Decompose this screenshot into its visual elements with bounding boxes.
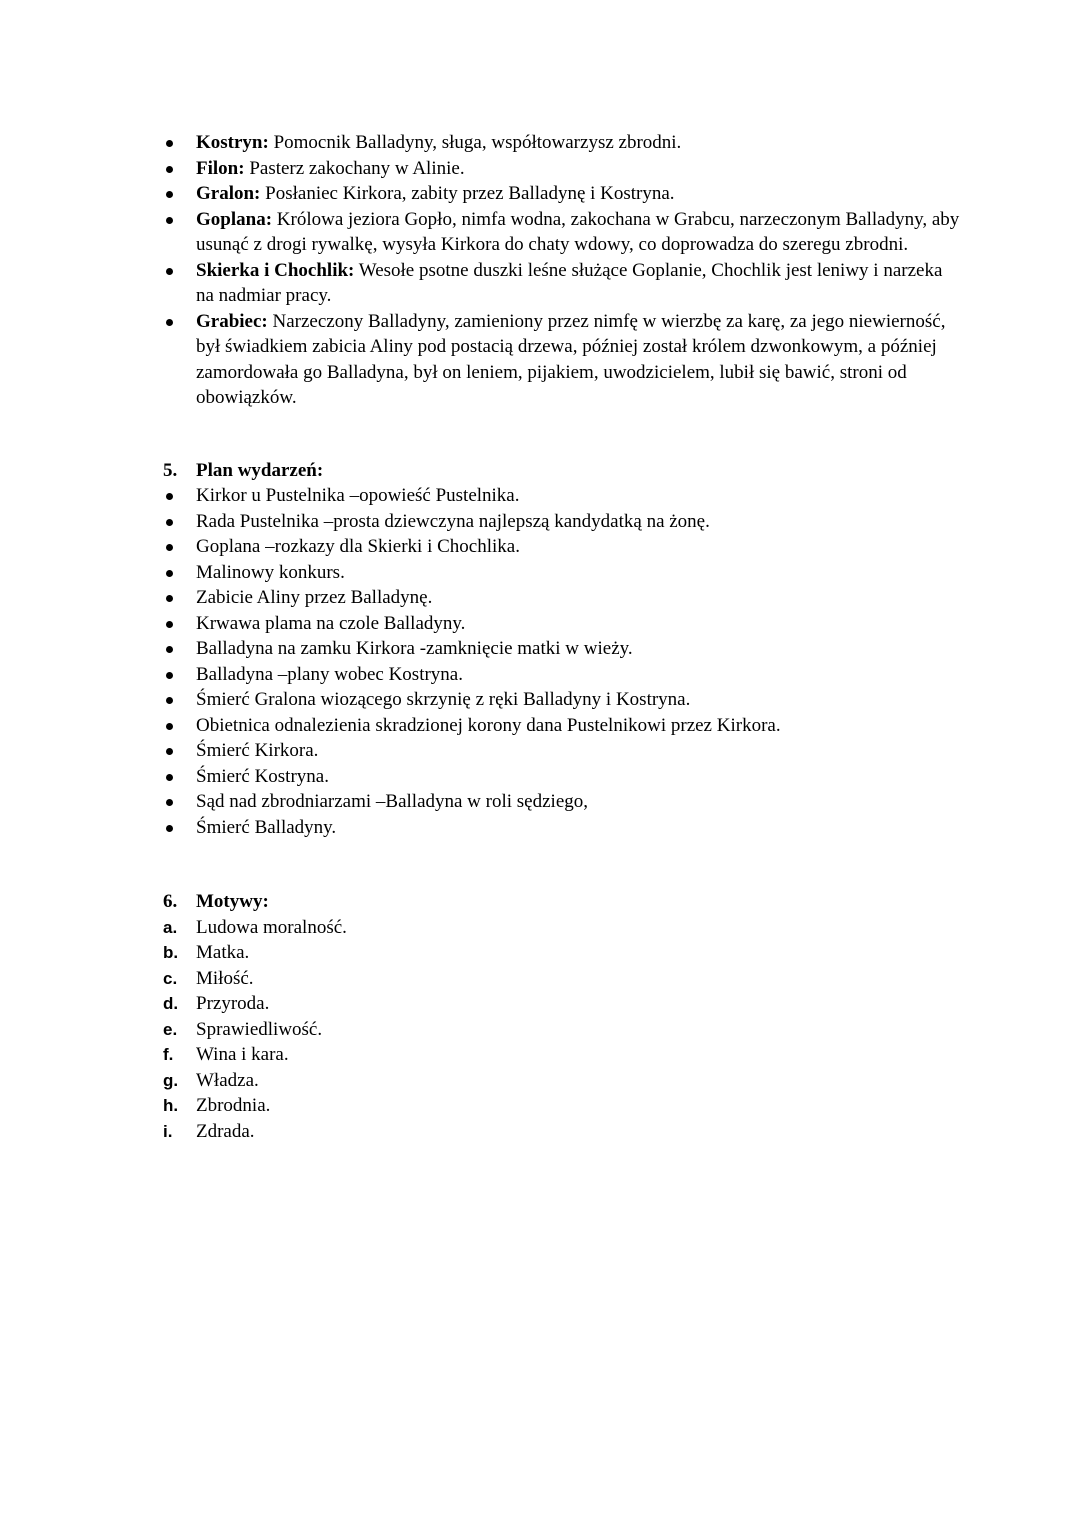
motif-text: Sprawiedliwość. [196,1018,323,1040]
plan-item [0,687,1080,713]
character-description: Narzeczony Balladyny, zamieniony przez nimfę w wierzbę za karę, za jego niewierność, był świadkiem zabicia Aliny pod postacią drzewa, później został królem dzwonkowym, a później zamordowała go Balladyna, był on leniem, pijakiem, uwodzicielem, lubił się bawić, stroni od obowiązków. [196,310,946,408]
character-name: Skierka i Chochlik: [196,259,355,281]
plan-item [0,585,1080,611]
character-description: Posłaniec Kirkora, zabity przez Balladynę i Kostryna. [260,183,675,204]
plan-item-text: Goplana –rozkazy dla Skierki i Chochlika. [196,536,520,557]
plan-item [0,662,1080,688]
plan-item [0,483,1080,509]
character-item-kostryn [0,130,1080,156]
plan-item-text: Kirkor u Pustelnika –opowieść Pustelnika. [196,485,520,506]
bullet-icon [166,191,173,198]
motif-text: Przyroda. [196,993,270,1014]
motif-text: Ludowa moralność. [196,916,347,938]
motif-text: Zdrada. [196,1120,255,1142]
character-description: Wesołe psotne duszki leśne służące Goplanie, Chochlik jest leniwy i narzeka na nadmiar pracy. [196,259,943,306]
motif-letter: b. [163,943,179,962]
motif-text: Wina i kara. [196,1044,289,1065]
plan-item [0,789,1080,815]
motif-letter: a. [163,917,178,937]
character-item-filon [0,156,1080,182]
plan-item [0,713,1080,739]
plan-item [0,738,1080,764]
bullet-icon [166,621,173,628]
motif-item [0,1119,1080,1145]
character-name: Grabiec: [196,310,268,332]
plan-item-text: Śmierć Kirkora. [196,740,319,761]
character-name: Gralon: [196,183,261,204]
motif-item [0,915,1080,941]
section-heading-motifs [0,889,1080,915]
motif-letter: g. [163,1070,179,1090]
character-list [0,130,1080,411]
plan-item [0,636,1080,662]
motif-list [0,915,1080,1145]
bullet-icon [166,217,173,224]
bullet-icon [166,544,173,551]
motif-item [0,1042,1080,1068]
plan-item [0,611,1080,637]
motif-item [0,966,1080,992]
motif-text: Władza. [196,1069,259,1091]
motif-letter: f. [163,1045,174,1064]
character-description: Pasterz zakochany w Alinie. [244,157,465,179]
character-name: Goplana: [196,208,273,230]
plan-item-text: Balladyna na zamku Kirkora -zamknięcie matki w wieży. [196,638,633,659]
bullet-icon [166,646,173,653]
bullet-icon [166,825,173,832]
section-title: Motywy: [196,891,269,912]
bullet-icon [166,697,173,704]
plan-item-text: Śmierć Kostryna. [196,765,329,787]
plan-item-text: Obietnica odnalezienia skradzionej korony dana Pustelnikowi przez Kirkora. [196,714,781,736]
bullet-icon [166,268,173,275]
motif-letter: e. [163,1019,178,1039]
plan-item [0,534,1080,560]
motif-text: Matka. [196,942,250,963]
section-number: 6. [163,891,178,912]
motif-item [0,1017,1080,1043]
character-description: Pomocnik Balladyny, sługa, współtowarzysz zbrodni. [268,132,682,153]
plan-section [0,458,1080,841]
bullet-icon [166,319,173,326]
character-name: Kostryn: [196,132,269,153]
document-page [0,130,1080,1144]
plan-item-text: Śmierć Gralona wiozącego skrzynię z ręki Balladyny i Kostryna. [196,689,691,710]
motifs-section [0,889,1080,1144]
character-item-goplana [0,207,1080,258]
plan-item [0,815,1080,841]
plan-item-text: Śmierć Balladyny. [196,816,337,838]
plan-item-text: Balladyna –plany wobec Kostryna. [196,663,463,685]
plan-item-text: Malinowy konkurs. [196,561,345,583]
motif-item [0,940,1080,966]
plan-item [0,509,1080,535]
bullet-icon [166,723,173,730]
motif-item [0,1093,1080,1119]
bullet-icon [166,519,173,526]
bullet-icon [166,748,173,755]
character-name: Filon: [196,157,245,179]
motif-letter: d. [163,994,179,1013]
motif-item [0,1068,1080,1094]
bullet-icon [166,493,173,500]
plan-item-text: Zabicie Aliny przez Balladynę. [196,587,433,608]
plan-item-text: Rada Pustelnika –prosta dziewczyna najlepszą kandydatką na żonę. [196,510,710,532]
plan-item-text: Krwawa plama na czole Balladyny. [196,612,466,634]
motif-letter: c. [163,968,178,988]
plan-list [0,483,1080,840]
section-heading-plan [0,458,1080,484]
character-item-skierka-chochlik [0,258,1080,309]
section-number: 5. [163,459,178,481]
plan-item [0,764,1080,790]
plan-item [0,560,1080,586]
motif-letter: i. [163,1121,173,1141]
motif-item [0,991,1080,1017]
bullet-icon [166,799,173,806]
bullet-icon [166,570,173,577]
bullet-icon [166,140,173,147]
bullet-icon [166,595,173,602]
plan-item-text: Sąd nad zbrodniarzami –Balladyna w roli sędziego, [196,791,589,812]
bullet-icon [166,672,173,679]
bullet-icon [166,774,173,781]
bullet-icon [166,166,173,173]
motif-text: Miłość. [196,967,254,989]
motif-letter: h. [163,1096,179,1115]
character-description: Królowa jeziora Gopło, nimfa wodna, zakochana w Grabcu, narzeczonym Balladyny, aby usunąć z drogi rywalkę, wysyła Kirkora do chaty wdowy, co doprowadza do szeregu zbrodni. [196,208,960,255]
motif-text: Zbrodnia. [196,1095,271,1116]
character-item-gralon [0,181,1080,207]
character-item-grabiec [0,309,1080,411]
section-title: Plan wydarzeń: [196,459,324,481]
